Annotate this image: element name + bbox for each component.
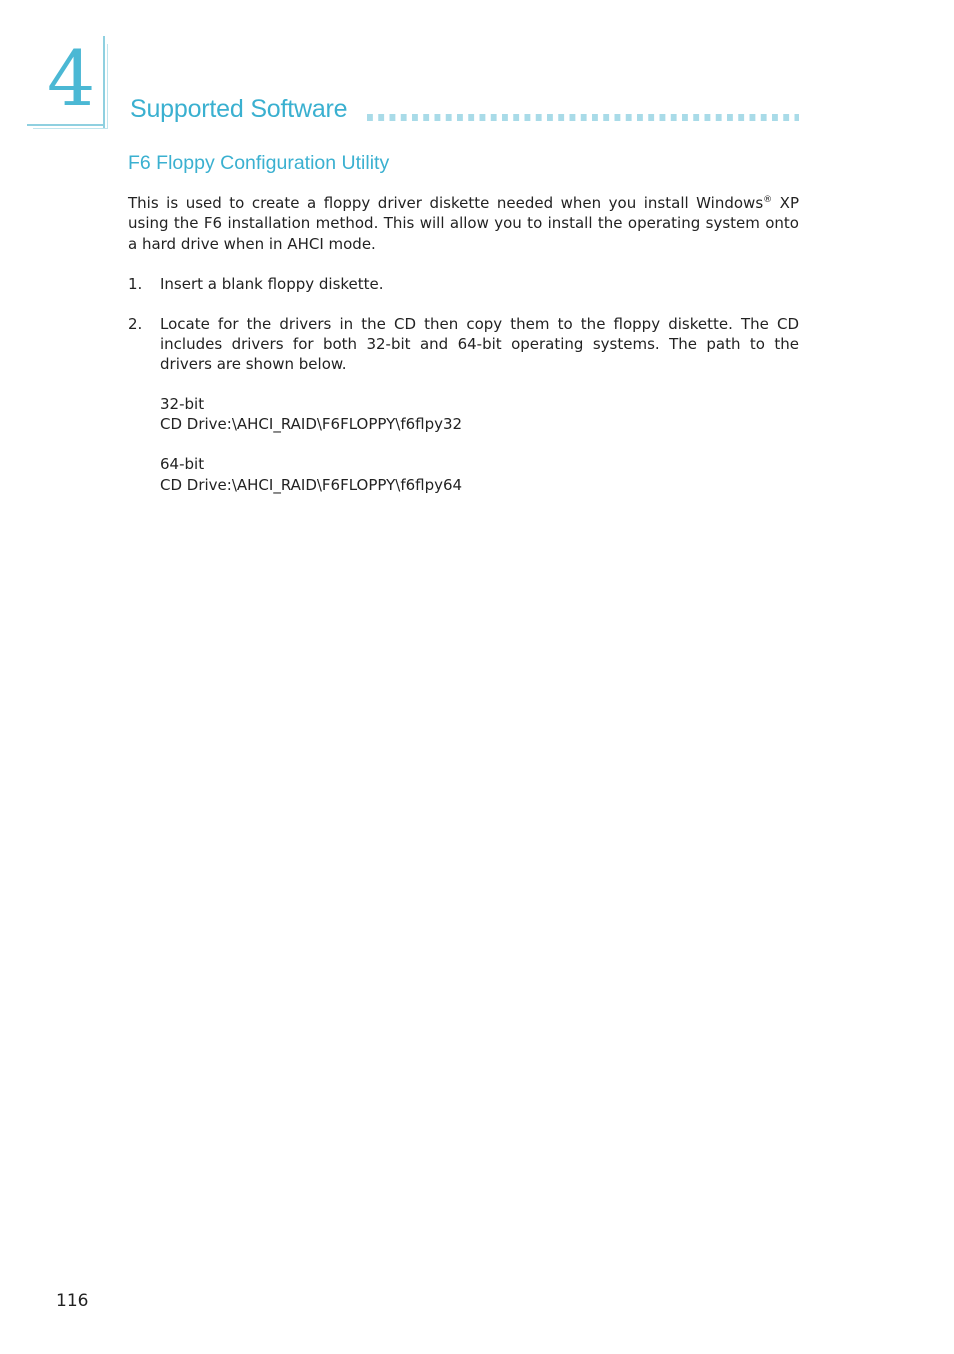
chapter-number: 4 (47, 34, 96, 123)
registered-trademark-mark: ® (763, 195, 773, 205)
intro-text-part-1: This is used to create a floppy driver diskette needed when you install Windows (128, 194, 764, 212)
chapter-tab-horizontal-rule-shadow (33, 128, 108, 129)
driver-path-64bit (160, 454, 799, 495)
list-item (128, 274, 799, 294)
list-item-text: Locate for the drivers in the CD then copy them to the floppy diskette. The CD includes drivers for both 32-bit and 64-bit operating systems. The path to the drivers are shown below. (160, 314, 799, 374)
chapter-tab-vertical-rule (103, 36, 105, 129)
driver-path-label: 32-bit (160, 395, 205, 414)
section-title: F6 Floppy Configuration Utility (128, 152, 390, 174)
list-item-text: Insert a blank floppy diskette. (160, 274, 384, 293)
chapter-title: Supported Software (130, 95, 348, 123)
page-number: 116 (56, 1291, 89, 1311)
list-item-number: 2. (128, 314, 143, 333)
chapter-title-dotted-rule (367, 114, 799, 121)
chapter-tab-vertical-rule-shadow (107, 44, 108, 129)
driver-path-value: CD Drive:\AHCI_RAID\F6FLOPPY\f6flpy32 (160, 415, 463, 434)
page-content (128, 193, 799, 495)
intro-text-part-2: XP using the F6 installation method. This will allow you to install the operating system onto a hard drive when in AHCI mode. (128, 194, 799, 253)
intro-paragraph (128, 193, 799, 254)
chapter-tab-horizontal-rule (27, 124, 105, 126)
driver-path-value: CD Drive:\AHCI_RAID\F6FLOPPY\f6flpy64 (160, 475, 463, 494)
driver-path-label: 64-bit (160, 455, 205, 474)
list-item-number: 1. (128, 274, 143, 293)
driver-path-32bit (160, 394, 799, 435)
list-item (128, 314, 799, 375)
